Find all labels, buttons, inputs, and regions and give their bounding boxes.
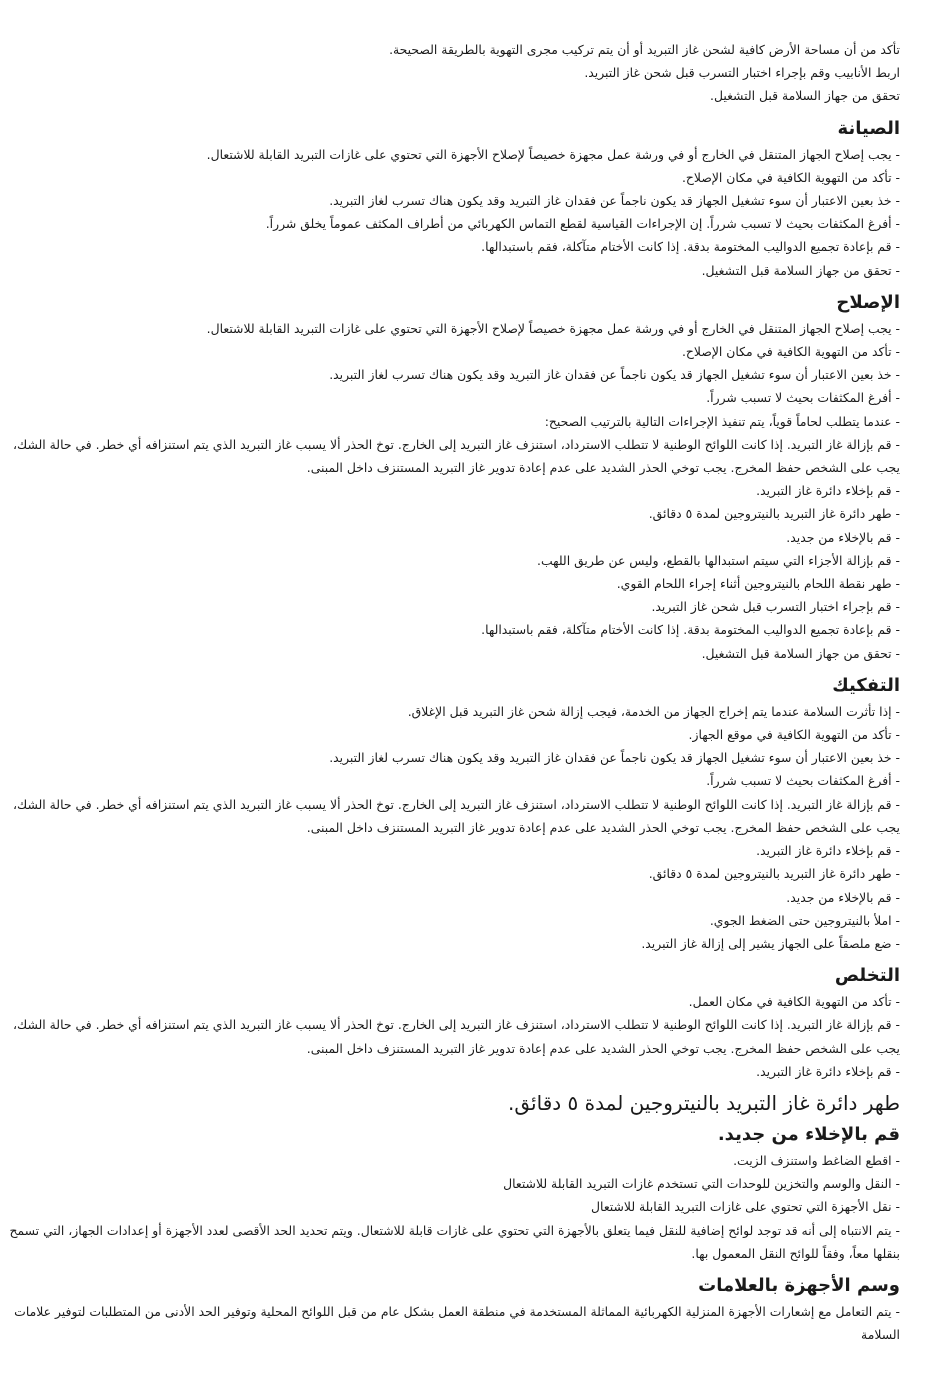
list-item: - قم بإزالة غاز التبريد. إذا كانت اللوائح الوطنية لا تتطلب الاسترداد، استنزف غاز التبريد إلى الخارج. توخ الحذر ألا يسبب غاز التبريد الذي يتم استنزافه أي خطر. في حالة الشك، يجب على الشخص حفظ المخرج. يجب توخي الحذر الشديد على عدم إعادة تدوير غاز التبريد المستنزف داخل المبنى. bbox=[13, 436, 900, 476]
list-item: - تأكد من التهوية الكافية في مكان الإصلاح. bbox=[681, 344, 900, 360]
intro-line: اربط الأنابيب وقم بإجراء اختبار التسرب قبل شحن غاز التبريد. bbox=[584, 65, 900, 81]
list-item: - أفرغ المكثفات بحيث لا تسبب شرراً. إن الإجراءات القياسية لقطع التماس الكهربائي من أطراف المكثف عموماً يخلق شرراً. bbox=[265, 216, 900, 232]
list-item: - قم بإخلاء دائرة غاز التبريد. bbox=[756, 483, 900, 499]
list-item: - قم بإخلاء دائرة غاز التبريد. bbox=[756, 843, 900, 859]
list-item: - قم بإجراء اختبار التسرب قبل شحن غاز التبريد. bbox=[651, 599, 900, 615]
section-heading-reevacuate: قم بالإخلاء من جديد. bbox=[717, 1123, 900, 1145]
list-item: - خذ بعين الاعتبار أن سوء تشغيل الجهاز قد يكون ناجماً عن فقدان غاز التبريد وقد يكون هناك تسرب لغاز التبريد. bbox=[329, 367, 900, 383]
purge-heading: طهر دائرة غاز التبريد بالنيتروجين لمدة ٥ دقائق. bbox=[508, 1090, 900, 1115]
list-item: - طهر دائرة غاز التبريد بالنيتروجين لمدة ٥ دقائق. bbox=[648, 866, 900, 882]
list-item: - قم بإعادة تجميع الدواليب المختومة بدقة. إذا كانت الأختام متآكلة، فقم باستبدالها. bbox=[481, 239, 900, 255]
list-item: - طهر نقطة اللحام بالنيتروجين أثناء إجراء اللحام القوي. bbox=[616, 576, 900, 592]
list-item: - تحقق من جهاز السلامة قبل التشغيل. bbox=[701, 262, 900, 278]
list-item: - تأكد من التهوية الكافية في مكان العمل. bbox=[688, 994, 900, 1010]
list-item: - أفرغ المكثفات بحيث لا تسبب شرراً. bbox=[706, 390, 900, 406]
section-heading-dismantling: التفكيك bbox=[832, 674, 900, 696]
section-heading-marking: وسم الأجهزة بالعلامات bbox=[698, 1274, 900, 1296]
section-heading-repair: الإصلاح bbox=[836, 291, 900, 313]
list-item: - يجب إصلاح الجهاز المتنقل في الخارج أو في ورشة عمل مجهزة خصيصاً لإصلاح الأجهزة التي تحتوي على غازات التبريد القابلة للاشتعال. bbox=[206, 320, 900, 336]
intro-line: تحقق من جهاز السلامة قبل التشغيل. bbox=[710, 88, 900, 104]
list-item: - قم بإزالة غاز التبريد. إذا كانت اللوائح الوطنية لا تتطلب الاسترداد، استنزف غاز التبريد إلى الخارج. توخ الحذر ألا يسبب غاز التبريد الذي يتم استنزافه أي خطر. في حالة الشك، يجب على الشخص حفظ المخرج. يجب توخي الحذر الشديد على عدم إعادة تدوير غاز التبريد المستنزف داخل المبنى. bbox=[13, 1017, 900, 1056]
list-item: - قم بإزالة الأجزاء التي سيتم استبدالها بالقطع، وليس عن طريق اللهب. bbox=[537, 552, 900, 568]
list-item: - النقل والوسم والتخزين للوحدات التي تستخدم غازات التبريد القابلة للاشتعال bbox=[503, 1176, 900, 1192]
list-item: - خذ بعين الاعتبار أن سوء تشغيل الجهاز قد يكون ناجماً عن فقدان غاز التبريد وقد يكون هناك تسرب لغاز التبريد. bbox=[329, 750, 900, 766]
list-item: - تأكد من التهوية الكافية في مكان الإصلاح. bbox=[681, 169, 900, 185]
section-heading-disposal: التخلص bbox=[834, 965, 900, 987]
list-item: - قم بالإخلاء من جديد. bbox=[786, 889, 900, 905]
intro-line: تأكد من أن مساحة الأرض كافية لشحن غاز التبريد أو أن يتم تركيب مجرى التهوية بالطريقة الصحيحة. bbox=[389, 42, 900, 57]
list-item: - يتم الانتباه إلى أنه قد توجد لوائح إضافية للنقل فيما يتعلق بالأجهزة التي تحتوي على غازات قابلة للاشتعال. ويتم تحديد الحد الأقصى لعدد الأجهزة أو إعدادات الجهاز، التي تسمح بنقلها معاً، وفقاً للوائح النقل المعمول بها. bbox=[9, 1222, 900, 1261]
list-item: - اقطع الضاغط واستنزف الزيت. bbox=[733, 1152, 900, 1168]
list-item: - قم بإعادة تجميع الدواليب المختومة بدقة. إذا كانت الأختام متآكلة، فقم باستبدالها. bbox=[481, 622, 900, 638]
list-item: - عندما يتطلب لحاماً قوياً، يتم تنفيذ الإجراءات التالية بالترتيب الصحيح: bbox=[544, 413, 900, 429]
document-body bbox=[8, 38, 900, 1346]
list-item: - تأكد من التهوية الكافية في موقع الجهاز. bbox=[688, 727, 900, 743]
list-item: - تحقق من جهاز السلامة قبل التشغيل. bbox=[701, 645, 900, 661]
list-item: - ضع ملصقاً على الجهاز يشير إلى إزالة غاز التبريد. bbox=[641, 935, 900, 951]
list-item: - نقل الأجهزة التي تحتوي على غازات التبريد القابلة للاشتعال bbox=[591, 1199, 900, 1215]
list-item: - قم بإزالة غاز التبريد. إذا كانت اللوائح الوطنية لا تتطلب الاسترداد، استنزف غاز التبريد إلى الخارج. توخ الحذر ألا يسبب غاز التبريد الذي يتم استنزافه أي خطر. في حالة الشك، يجب على الشخص حفظ المخرج. يجب توخي الحذر الشديد على عدم إعادة تدوير غاز التبريد المستنزف داخل المبنى. bbox=[13, 796, 900, 835]
list-item: - قم بالإخلاء من جديد. bbox=[786, 529, 900, 545]
list-item: - قم بإخلاء دائرة غاز التبريد. bbox=[756, 1063, 900, 1079]
section-heading-maintenance: الصيانة bbox=[837, 117, 900, 139]
list-item: - إذا تأثرت السلامة عندما يتم إخراج الجهاز من الخدمة، فيجب إزالة شحن غاز التبريد قبل الإغلاق. bbox=[407, 703, 900, 719]
list-item: - يتم التعامل مع إشعارات الأجهزة المنزلية الكهربائية المماثلة المستخدمة في منطقة العمل بشكل عام من قبل اللوائح المحلية وتوفير الحد الأدنى من المتطلبات لتوفير علامات السلامة bbox=[14, 1303, 900, 1343]
list-item: - املأ بالنيتروجين حتى الضغط الجوي. bbox=[709, 912, 900, 928]
list-item: - يجب إصلاح الجهاز المتنقل في الخارج أو في ورشة عمل مجهزة خصيصاً لإصلاح الأجهزة التي تحتوي على غازات التبريد القابلة للاشتعال. bbox=[206, 146, 900, 162]
list-item: - خذ بعين الاعتبار أن سوء تشغيل الجهاز قد يكون ناجماً عن فقدان غاز التبريد وقد يكون هناك تسرب لغاز التبريد. bbox=[329, 193, 900, 209]
list-item: - طهر دائرة غاز التبريد بالنيتروجين لمدة ٥ دقائق. bbox=[648, 506, 900, 522]
list-item: - أفرغ المكثفات بحيث لا تسبب شرراً. bbox=[706, 773, 900, 789]
